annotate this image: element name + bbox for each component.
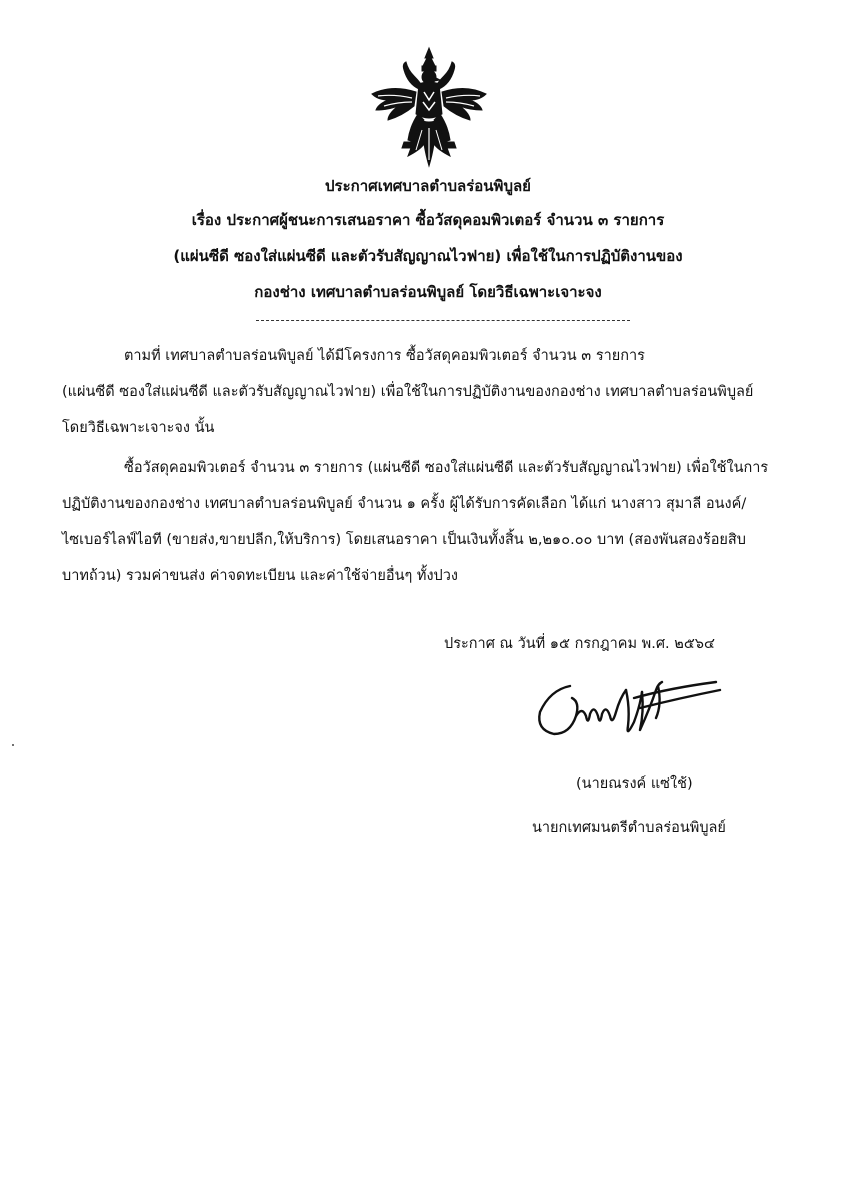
- announce-date: ประกาศ ณ วันที่ ๑๕ กรกฎาคม พ.ศ. ๒๕๖๔: [444, 636, 715, 652]
- paragraph-2-line-4: บาทถ้วน) รวมค่าขนส่ง ค่าจดทะเบียน และค่าใช้จ่ายอื่นๆ ทั้งปวง: [62, 568, 458, 584]
- signer-name: (นายณรงค์ แซ่ใช้): [576, 776, 693, 792]
- garuda-emblem-icon: [364, 44, 494, 174]
- paragraph-2-line-2: ปฏิบัติงานของกองช่าง เทศบาลตำบลร่อนพิบูลย์ จำนวน ๑ ครั้ง ผู้ได้รับการคัดเลือก ได้แก่ นางสาว สุมาลี อนงค์/: [62, 496, 747, 512]
- header-divider: [256, 320, 630, 321]
- subject-line-2: (แผ่นซีดี ซองใส่แผ่นซีดี และตัวรับสัญญาณไวฟาย) เพื่อใช้ในการปฏิบัติงานของ: [173, 247, 683, 265]
- paragraph-1-line-2: (แผ่นซีดี ซองใส่แผ่นซีดี และตัวรับสัญญาณไวฟาย) เพื่อใช้ในการปฏิบัติงานของกองช่าง เทศบาลตำบลร่อนพิบูลย์: [62, 384, 754, 400]
- paragraph-1-line-1: ตามที่ เทศบาลตำบลร่อนพิบูลย์ ได้มีโครงการ ซื้อวัสดุคอมพิวเตอร์ จำนวน ๓ รายการ: [124, 348, 645, 364]
- paragraph-2-line-3: ไซเบอร์ไลฟ์ไอที (ขายส่ง,ขายปลีก,ให้บริการ) โดยเสนอราคา เป็นเงินทั้งสิ้น ๒,๒๑๐.๐๐ บาท (สองพันสองร้อยสิบ: [62, 532, 746, 548]
- subject-line-3: กองช่าง เทศบาลตำบลร่อนพิบูลย์ โดยวิธีเฉพาะเจาะจง: [254, 283, 602, 301]
- handwritten-signature-icon: [530, 668, 730, 752]
- subject-line-1: เรื่อง ประกาศผู้ชนะการเสนอราคา ซื้อวัสดุคอมพิวเตอร์ จำนวน ๓ รายการ: [191, 211, 665, 229]
- paragraph-2-line-1: ซื้อวัสดุคอมพิวเตอร์ จำนวน ๓ รายการ (แผ่นซีดี ซองใส่แผ่นซีดี และตัวรับสัญญาณไวฟาย) เพื่อใช้ในการ: [124, 460, 769, 476]
- agency-title: ประกาศเทศบาลตำบลร่อนพิบูลย์: [325, 177, 531, 195]
- signer-title: นายกเทศมนตรีตำบลร่อนพิบูลย์: [532, 820, 726, 836]
- paragraph-1-line-3: โดยวิธีเฉพาะเจาะจง นั้น: [62, 420, 215, 436]
- scan-speck: [12, 744, 14, 746]
